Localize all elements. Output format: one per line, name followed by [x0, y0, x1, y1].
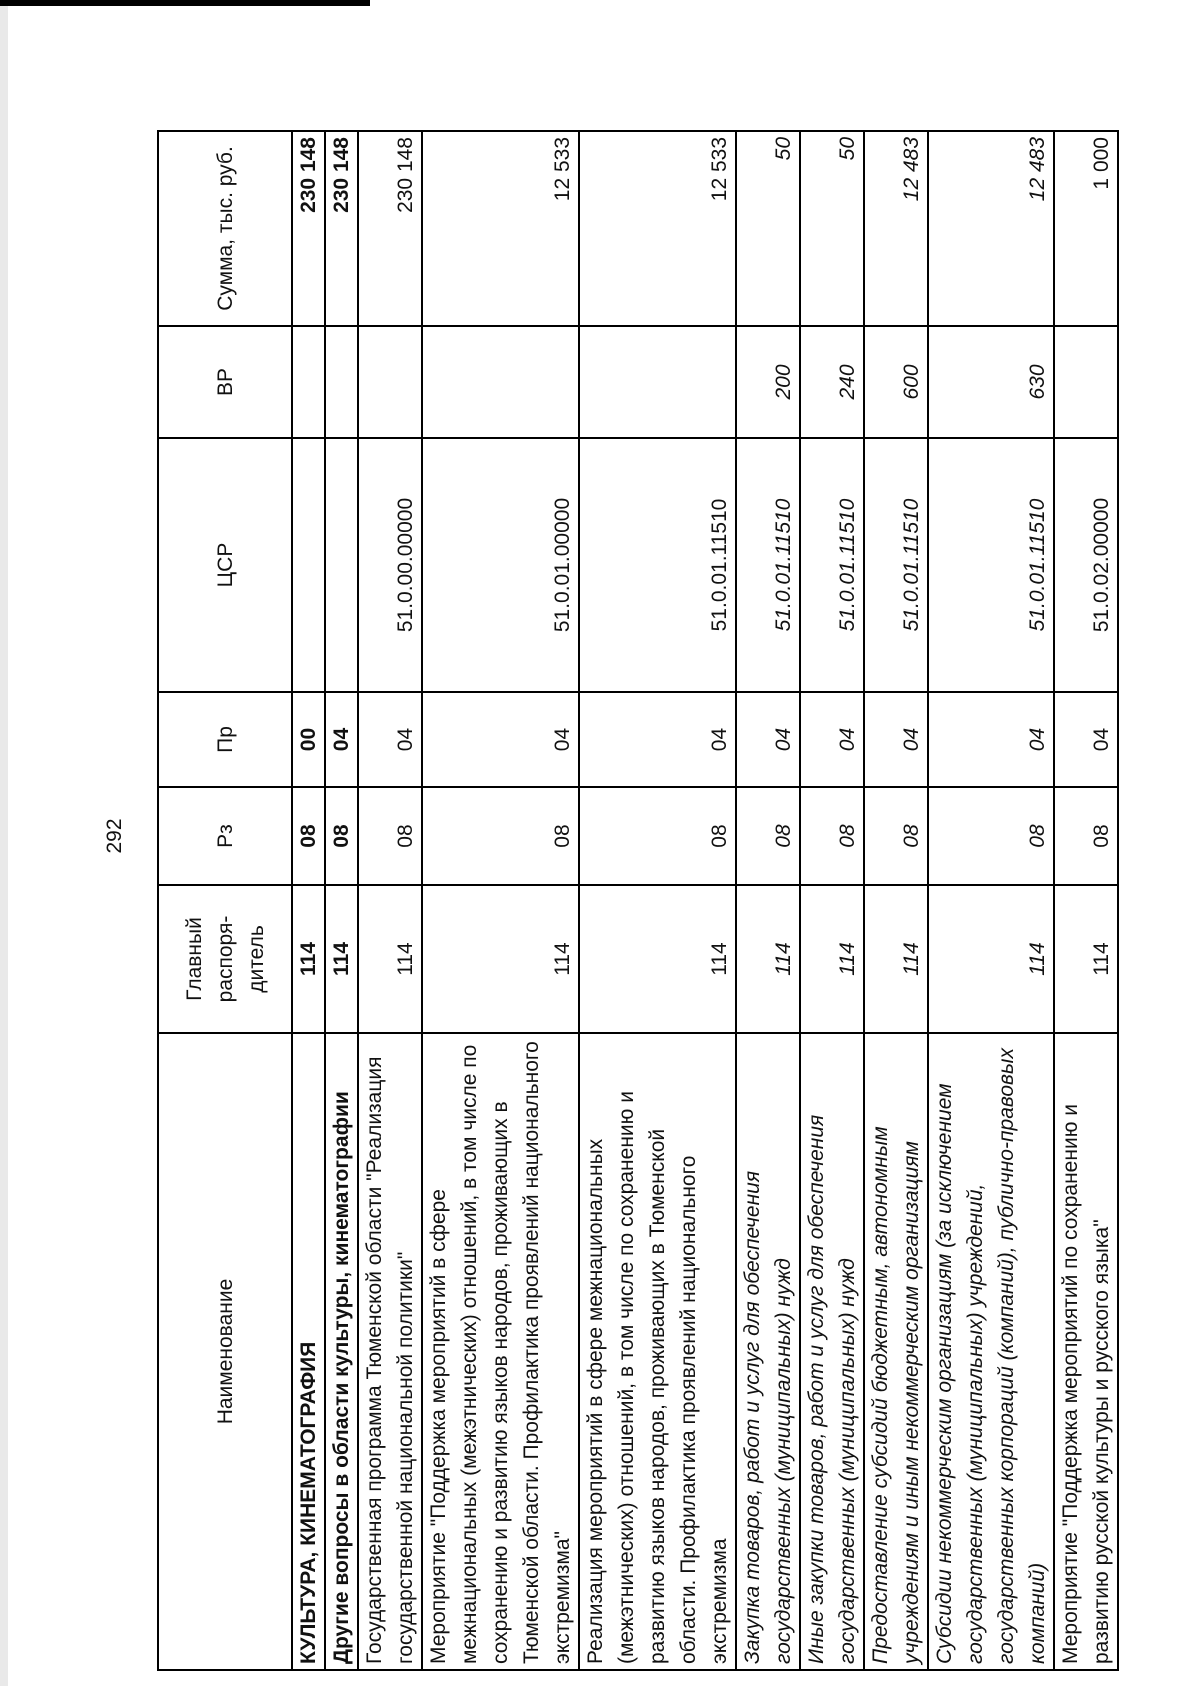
cell-rz: 08 [736, 787, 800, 885]
cell-grbs: 114 [1054, 885, 1118, 1033]
cell-rz: 08 [800, 787, 864, 885]
col-header-pr: Пр [158, 692, 292, 787]
cell-name: Мероприятие "Поддержка мероприятий в сфере межнациональных (межэтнических) отношений, в том числе по сохранению и развитию языков народов, проживающих в Тюменской области. Профилактика проявлений национального экстремизма" [422, 1033, 579, 1670]
scan-top-bar [0, 0, 370, 6]
cell-pr: 04 [579, 692, 736, 787]
cell-csr: 51.0.02.00000 [1054, 438, 1118, 692]
table-row [325, 131, 358, 1670]
cell-sum: 50 [736, 131, 800, 326]
cell-vr: 600 [864, 326, 928, 438]
cell-sum: 1 000 [1054, 131, 1118, 326]
cell-sum: 230 148 [325, 131, 358, 326]
col-header-sum: Сумма, тыс. руб. [158, 131, 292, 326]
cell-rz: 08 [579, 787, 736, 885]
scan-edge [0, 0, 8, 1686]
cell-grbs: 114 [864, 885, 928, 1033]
cell-rz: 08 [292, 787, 325, 885]
cell-grbs: 114 [928, 885, 1054, 1033]
table-row [928, 131, 1054, 1670]
cell-rz: 08 [422, 787, 579, 885]
cell-pr: 04 [1054, 692, 1118, 787]
rotated-table-container [157, 132, 1113, 1671]
cell-name: КУЛЬТУРА, КИНЕМАТОГРАФИЯ [292, 1033, 325, 1670]
cell-name: Реализация мероприятий в сфере межнациональных (межэтнических) отношений, в том числе по сохранению и развитию языков народов, проживающих в Тюменской области. Профилактика проявлений национального экстремизма [579, 1033, 736, 1670]
cell-rz: 08 [358, 787, 422, 885]
cell-name: Государственная программа Тюменской области "Реализация государственной национальной политики" [358, 1033, 422, 1670]
col-header-vr: ВР [158, 326, 292, 438]
cell-vr: 200 [736, 326, 800, 438]
cell-csr: 51.0.01.11510 [736, 438, 800, 692]
cell-vr [325, 326, 358, 438]
cell-grbs: 114 [292, 885, 325, 1033]
cell-sum: 230 148 [358, 131, 422, 326]
cell-csr: 51.0.01.11510 [579, 438, 736, 692]
cell-sum: 12 483 [928, 131, 1054, 326]
table-row [422, 131, 579, 1670]
cell-vr [1054, 326, 1118, 438]
page-number: 292 [103, 818, 126, 854]
cell-csr: 51.0.01.11510 [864, 438, 928, 692]
cell-vr [579, 326, 736, 438]
cell-grbs: 114 [800, 885, 864, 1033]
col-header-grbs: Главный распоря-дитель [158, 885, 292, 1033]
cell-pr: 04 [800, 692, 864, 787]
cell-grbs: 114 [325, 885, 358, 1033]
col-header-csr: ЦСР [158, 438, 292, 692]
cell-rz: 08 [864, 787, 928, 885]
cell-vr [358, 326, 422, 438]
cell-name: Иные закупки товаров, работ и услуг для обеспечения государственных (муниципальных) нужд [800, 1033, 864, 1670]
cell-pr: 04 [325, 692, 358, 787]
cell-pr: 04 [422, 692, 579, 787]
cell-grbs: 114 [579, 885, 736, 1033]
table-row [579, 131, 736, 1670]
cell-csr: 51.0.00.00000 [358, 438, 422, 692]
cell-pr: 00 [292, 692, 325, 787]
table-row [1054, 131, 1118, 1670]
cell-sum: 50 [800, 131, 864, 326]
cell-vr: 630 [928, 326, 1054, 438]
cell-vr: 240 [800, 326, 864, 438]
table-row [800, 131, 864, 1670]
cell-vr [292, 326, 325, 438]
table-row [864, 131, 928, 1670]
table-row [292, 131, 325, 1670]
cell-csr: 51.0.01.11510 [800, 438, 864, 692]
cell-grbs: 114 [358, 885, 422, 1033]
cell-csr: 51.0.01.00000 [422, 438, 579, 692]
col-header-name: Наименование [158, 1033, 292, 1670]
cell-pr: 04 [736, 692, 800, 787]
cell-name: Предоставление субсидий бюджетным, автономным учреждениям и иным некоммерческим организациям [864, 1033, 928, 1670]
cell-vr [422, 326, 579, 438]
cell-csr [325, 438, 358, 692]
table-row [358, 131, 422, 1670]
cell-pr: 04 [928, 692, 1054, 787]
col-header-rz: Рз [158, 787, 292, 885]
cell-sum: 230 148 [292, 131, 325, 326]
cell-sum: 12 533 [579, 131, 736, 326]
cell-rz: 08 [325, 787, 358, 885]
cell-pr: 04 [358, 692, 422, 787]
cell-name: Мероприятие "Поддержка мероприятий по сохранению и развитию русской культуры и русского языка" [1054, 1033, 1118, 1670]
cell-name: Другие вопросы в области культуры, кинематографии [325, 1033, 358, 1670]
cell-csr: 51.0.01.11510 [928, 438, 1054, 692]
cell-name: Закупка товаров, работ и услуг для обеспечения государственных (муниципальных) нужд [736, 1033, 800, 1670]
cell-sum: 12 533 [422, 131, 579, 326]
table-row [736, 131, 800, 1670]
cell-rz: 08 [928, 787, 1054, 885]
cell-grbs: 114 [422, 885, 579, 1033]
cell-sum: 12 483 [864, 131, 928, 326]
header-row [158, 131, 292, 1670]
cell-pr: 04 [864, 692, 928, 787]
cell-name: Субсидии некоммерческим организациям (за исключением государственных (муниципальных) учреждений, государственных корпораций (компаний), публично-правовых компаний) [928, 1033, 1054, 1670]
cell-grbs: 114 [736, 885, 800, 1033]
budget-table [157, 130, 1119, 1671]
cell-rz: 08 [1054, 787, 1118, 885]
cell-csr [292, 438, 325, 692]
